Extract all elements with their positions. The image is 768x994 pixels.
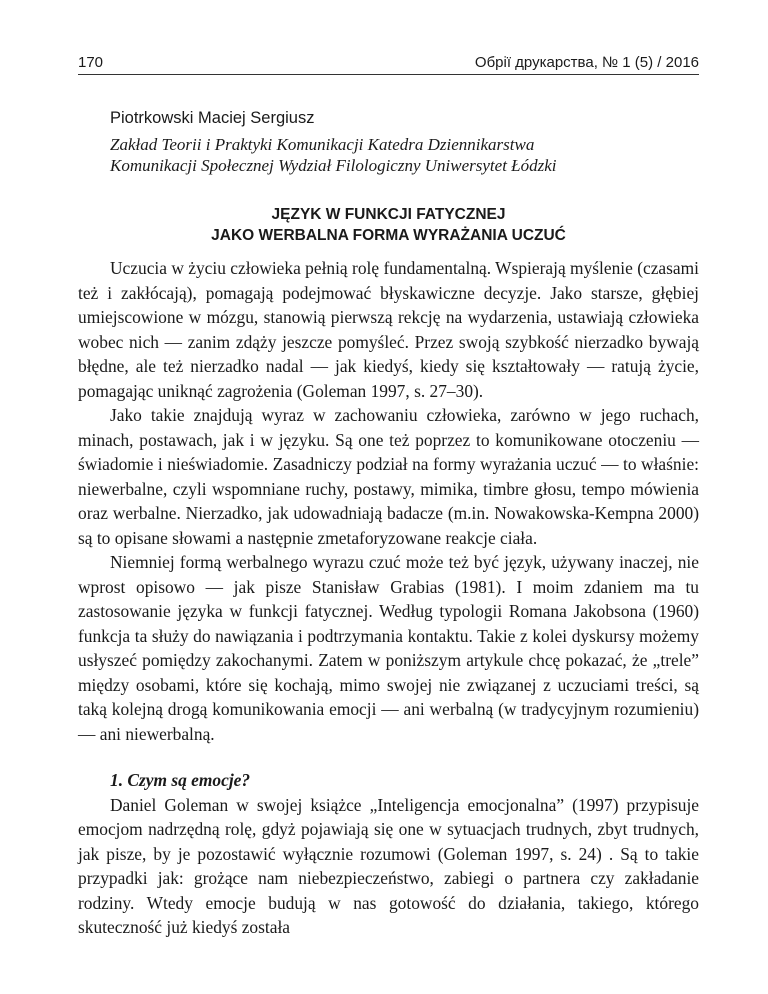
section-paragraph: Daniel Goleman w swojej książce „Inteligencja emocjonalna” (1997) przypisuje emocjom nadrzędną rolę, gdyż pojawiają się one w sytuacjach trudnych, zbyt trudnych, jak pisze, by je pozostawić wyłącznie rozumowi (Goleman 1997, s. 24) . Są to takie przypadki jak: grożące nam niebezpieczeństwo, zabiegi o partnera czy zakładanie rodziny. Wtedy emocje budują w nas gotowość do działania, takiego, którego skuteczność już kiedyś została	[78, 794, 699, 937]
article-body	[78, 256, 699, 940]
paragraph-1: Uczucia w życiu człowieka pełnią rolę fundamentalną. Wspierają myślenie (czasami też i zakłócają), pomagają podejmować błyskawiczne decyzje. Jako starsze, głębiej umiejscowione w mózgu, stanowią pierwszą rekcję na wydarzenia, ustawiają człowieka wobec nich — zanim zdąży jeszcze pomyśleć. Przez swoją szybkość nierzadko bywają błędne, ale też nierzadko nadal — jak kiedyś, kiedy się kształtowały — ratują życie, pomagając uniknąć zagrożenia (Goleman 1997, s. 27–30).	[78, 258, 699, 401]
section-heading: 1. Czym są emocje?	[110, 770, 251, 790]
paragraph-2: Jako takie znajdują wyraz w zachowaniu człowieka, zarówno w jego ruchach, minach, postawach, jak i w języku. Są one też poprzez to komunikowane otoczeniu — świadomie i nieświadomie. Zasadniczy podział na formy wyrażania uczuć — to właśnie: niewerbalne, czyli wspomniane ruchy, postawy, mimika, timbre głosu, tempo mówienia oraz werbalne. Nierzadko, jak udowadniają badacze (m.in. Nowakowska-Kempna 2000) są to opisane słowami a następnie zmetaforyzowane reakcje ciała.	[78, 405, 699, 548]
title-line-1: JĘZYK W FUNKCJI FATYCZNEJ	[271, 206, 506, 223]
author-name: Piotrkowski Maciej Sergiusz	[110, 109, 315, 127]
author-block	[110, 106, 710, 176]
journal-reference: Обрії друкарства, № 1 (5) / 2016	[474, 54, 699, 71]
article-title	[78, 204, 699, 246]
running-header	[78, 52, 699, 75]
title-line-2: JAKO WERBALNA FORMA WYRAŻANIA UCZUĆ	[211, 227, 566, 244]
affiliation-line-1: Zakład Teorii i Praktyki Komunikacji Katedra Dziennikarstwa	[110, 135, 535, 154]
paragraph-3: Niemniej formą werbalnego wyrazu czuć może też być język, używany inaczej, nie wprost opisowo — jak pisze Stanisław Grabias (1981). I moim zdaniem ma tu zastosowanie języka w funkcji fatycznej. Według typologii Romana Jakobsona (1960) funkcja ta służy do nawiązania i podtrzymania kontaktu. Takie z kolei dyskursy możemy usłyszeć pomiędzy zakochanymi. Zatem w poniższym artykule chcę pokazać, że „trele” między osobami, które się kochają, mimo swojej nie związanej z uczuciami treści, są taką kolejną drogą komunikowania emocji — ani werbalną (w tradycyjnym rozumieniu) — ani niewerbalną.	[78, 552, 699, 744]
affiliation-line-2: Komunikacji Społecznej Wydział Filologiczny Uniwersytet Łódzki	[110, 156, 557, 175]
page-number: 170	[78, 54, 104, 71]
